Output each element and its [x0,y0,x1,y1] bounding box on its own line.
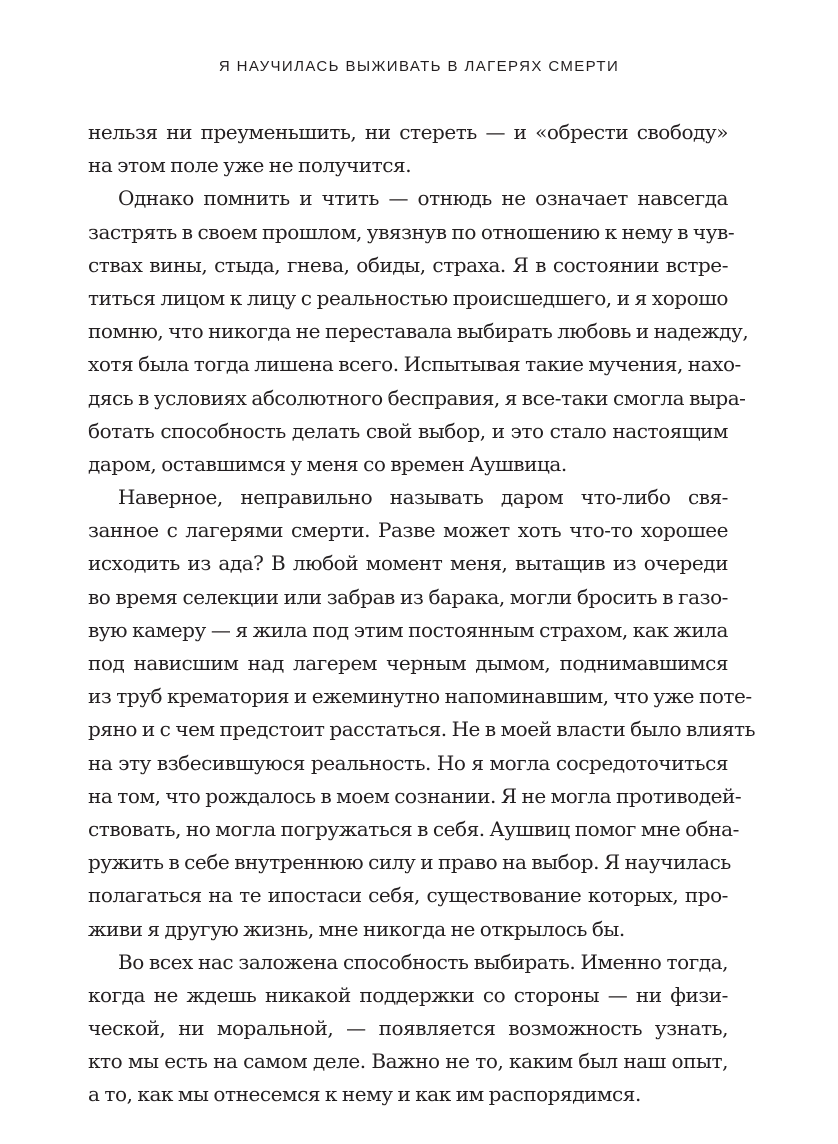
text-line: титься лицом к лицу с реальностью происшедшего, и я хорошо [88,285,728,310]
text-line: на этом поле уже не получится. [88,153,412,178]
text-line: Во всех нас заложена способность выбирать. Именно тогда, [118,949,728,974]
text-line: Однако помнить и чтить — отнюдь не означает навсегда [118,186,728,211]
text-line: дясь в условиях абсолютного бесправия, я все-таки смогла выра- [88,385,746,410]
text-line: на том, что рождалось в моем сознании. Я не могла противодей- [88,783,742,808]
text-line: на эту взбесившуюся реальность. Но я могла сосредоточиться [88,750,728,775]
text-line: помню, что никогда не переставала выбирать любовь и надежду, [88,319,749,344]
text-line: а то, как мы отнесемся к нему и как им распорядимся. [88,1082,641,1107]
text-line: ряно и с чем предстоит расстаться. Не в моей власти было влиять [88,717,756,742]
text-line: ботать способность делать свой выбор, и это стало настоящим [88,418,728,443]
text-line: кто мы есть на самом деле. Важно не то, каким был наш опыт, [88,1049,728,1074]
text-line: занное с лагерями смерти. Разве может хоть что-то хорошее [88,518,728,543]
text-line: нельзя ни преуменьшить, ни стереть — и «обрести свободу» [88,120,728,144]
text-line: ствах вины, стыда, гнева, обиды, страха. Я в состоянии встре- [88,252,728,277]
text-line: ствовать, но могла погружаться в себя. Аушвиц помог мне обна- [88,816,739,841]
text-line: вую камеру — я жила под этим постоянным страхом, как жила [88,617,728,642]
text-line: ружить в себе внутреннюю силу и право на выбор. Я научилась [88,850,731,875]
body-text [88,116,756,1112]
text-line: Наверное, неправильно называть даром что-либо свя- [118,485,728,510]
text-line: хотя была тогда лишена всего. Испытывая такие мучения, нахо- [88,352,741,377]
text-line: во время селекции или забрав из барака, могли бросить в газо- [88,584,728,609]
text-line: под нависшим над лагерем черным дымом, поднимавшимся [88,651,728,675]
text-line: застрять в своем прошлом, увязнув по отношению к нему в чув- [88,219,735,244]
text-line: полагаться на те ипостаси себя, существование которых, про- [88,883,728,908]
running-header: Я НАУЧИЛАСЬ ВЫЖИВАТЬ В ЛАГЕРЯХ СМЕРТИ [218,58,620,75]
text-line: живи я другую жизнь, мне никогда не открылось бы. [88,916,625,941]
text-line: исходить из ада? В любой момент меня, вытащив из очереди [88,551,728,576]
text-line: ческой, ни моральной, — появляется возможность узнать, [88,1016,728,1041]
text-line: даром, оставшимся у меня со времен Аушвица. [88,451,567,476]
text-line: из труб крематория и ежеминутно напоминавшим, что уже поте- [88,684,752,709]
text-line: когда не ждешь никакой поддержки со стороны — ни физи- [88,982,728,1007]
